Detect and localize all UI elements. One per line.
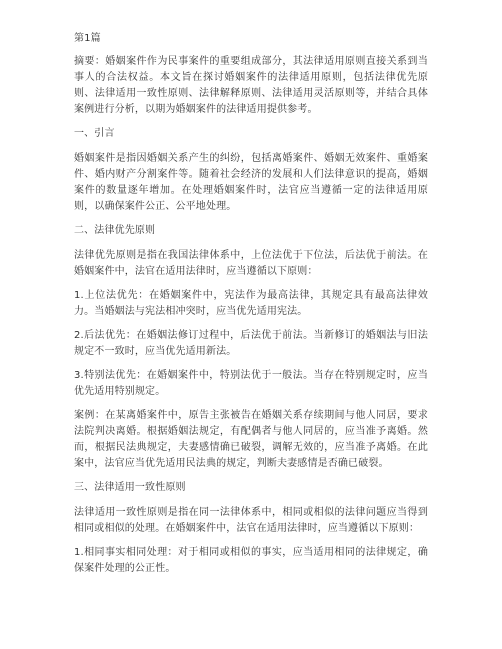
abstract-paragraph: 摘要：婚姻案件作为民事案件的重要组成部分，其法律适用原则直接关系到当事人的合法权益。本文旨在探讨婚姻案件的法律适用原则，包括法律优先原则、法律适用一致性原则、法律解释原则、法律适用灵活原则等，并结合具体案例进行分析，以期为婚姻案件的法律适用提供参考。 [74, 56, 428, 115]
body-paragraph: 法律优先原则是指在我国法律体系中，上位法优于下位法，后法优于前法。在婚姻案件中，法官在适用法律时，应当遵循以下原则： [74, 250, 428, 277]
case-paragraph: 案例：在某离婚案件中，原告主张被告在婚姻关系存续期间与他人同居，要求法院判决离婚。根据婚姻法规定，有配偶者与他人同居的，应当准予离婚。然而，根据民法典规定，夫妻感情确已破裂，调解无效的，应当准予离婚。在此案中，法官应当优先适用民法典的规定，判断夫妻感情是否确已破裂。 [74, 410, 428, 469]
list-item: 2.后法优先：在婚姻法修订过程中，后法优于前法。当新修订的婚姻法与旧法规定不一致时，应当优先适用新法。 [74, 330, 428, 357]
body-paragraph: 法律适用一致性原则是指在同一法律体系中，相同或相似的法律问题应当得到相同或相似的处理。在婚姻案件中，法官在适用法律时，应当遵循以下原则： [74, 507, 428, 534]
section-label: 第1篇 [74, 33, 101, 44]
list-item: 3.特别法优先：在婚姻案件中，特别法优于一般法。当存在特别规定时，应当优先适用特别规定。 [74, 370, 428, 397]
list-item: 1.相同事实相同处理：对于相同或相似的事实，应当适用相同的法律规定，确保案件处理的公正性。 [74, 547, 428, 574]
heading-consistency: 三、法律适用一致性原则 [74, 482, 186, 493]
heading-introduction: 一、引言 [74, 128, 115, 139]
body-paragraph: 婚姻案件是指因婚姻关系产生的纠纷，包括离婚案件、婚姻无效案件、重婚案件、婚内财产分割案件等。随着社会经济的发展和人们法律意识的提高，婚姻案件的数量逐年增加。在处理婚姻案件时，法官应当遵循一定的法律适用原则，以确保案件公正、公平地处理。 [74, 153, 428, 212]
list-item: 1.上位法优先：在婚姻案件中，宪法作为最高法律，其规定具有最高法律效力。当婚姻法与宪法相冲突时，应当优先适用宪法。 [74, 290, 428, 317]
heading-legal-priority: 二、法律优先原则 [74, 225, 156, 236]
